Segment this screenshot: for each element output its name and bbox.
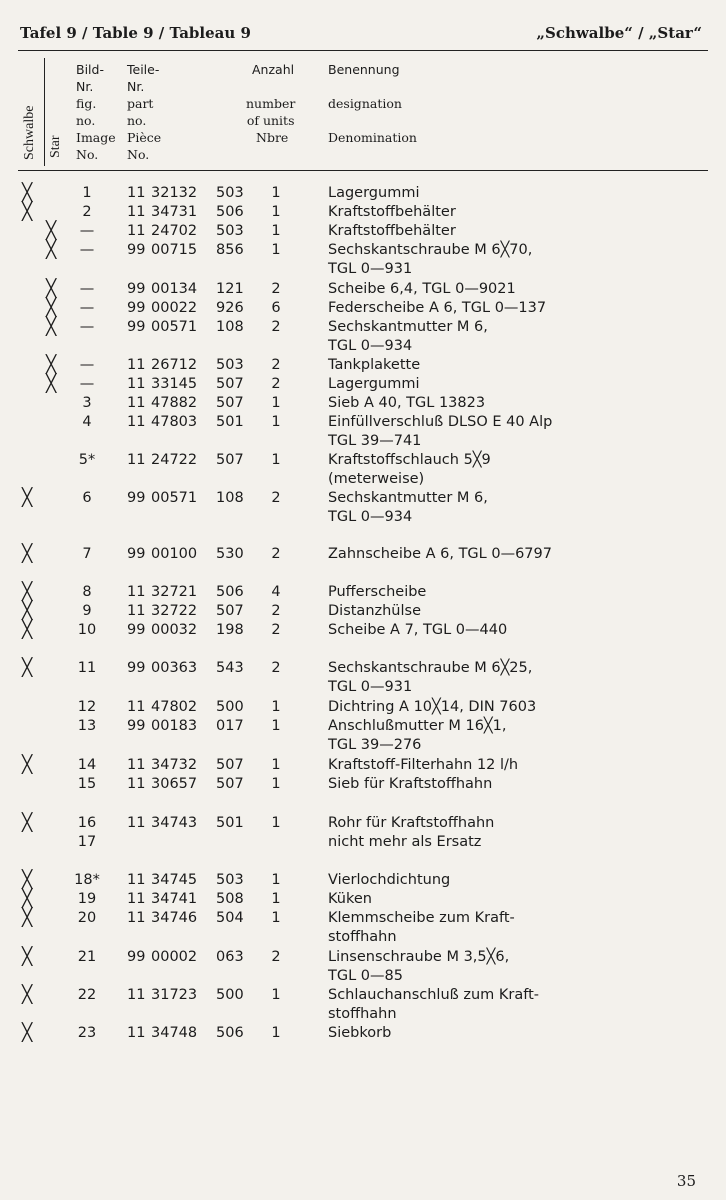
part-number-group1: 99 <box>127 242 146 258</box>
designation: Siebkorb <box>328 1025 392 1041</box>
part-number-group1: 99 <box>127 622 146 638</box>
part-number-group2: 34746 <box>151 910 198 926</box>
part-number-group2: 32721 <box>151 584 198 600</box>
part-number-group2: 00100 <box>151 546 198 562</box>
schwalbe-mark: ╳ <box>22 1023 33 1043</box>
table-row <box>0 1024 726 1062</box>
part-number-group1: 11 <box>127 185 146 201</box>
quantity: 2 <box>271 546 281 562</box>
bild-number: 16 <box>77 815 97 831</box>
part-number-group3: 506 <box>216 204 244 220</box>
designation: Sechskantmutter M 6, TGL 0—934 <box>328 319 488 354</box>
part-number-group3: 507 <box>216 776 244 792</box>
quantity: 1 <box>271 185 281 201</box>
part-number-group1: 99 <box>127 660 146 676</box>
part-number-group1: 99 <box>127 490 146 506</box>
table-row <box>0 451 726 489</box>
bild-header-fr: Image No. <box>76 130 116 162</box>
quantity: 2 <box>271 281 281 297</box>
part-number-group2: 00571 <box>151 490 198 506</box>
designation: Pufferscheibe <box>328 584 427 600</box>
quantity: 2 <box>271 357 281 373</box>
part-number-group2: 00032 <box>151 622 198 638</box>
quantity: 1 <box>271 1025 281 1041</box>
bild-number: 20 <box>77 910 97 926</box>
designation: Schlauchanschluß zum Kraft- stoffhahn <box>328 987 540 1022</box>
bild-header: Bild- Nr. <box>76 62 104 94</box>
part-number-group2: 34748 <box>151 1025 198 1041</box>
designation: Klemmscheibe zum Kraft- stoffhahn <box>328 910 515 945</box>
quantity: 1 <box>271 776 281 792</box>
table-row <box>0 986 726 1024</box>
part-number-group3: 507 <box>216 452 244 468</box>
schwalbe-mark: ╳ <box>22 985 33 1005</box>
part-number-group1: 11 <box>127 395 146 411</box>
quantity: 2 <box>271 490 281 506</box>
top-rule <box>18 50 708 51</box>
bild-number: 5* <box>78 452 96 468</box>
table-row <box>0 241 726 279</box>
bild-number: 8 <box>82 584 92 600</box>
designation: Sechskantschraube M 6╳25, TGL 0—931 <box>328 660 533 695</box>
part-number-group1: 11 <box>127 452 146 468</box>
quantity: 2 <box>271 949 281 965</box>
part-number-group3: 507 <box>216 376 244 392</box>
part-number-group3: 503 <box>216 223 244 239</box>
part-number-group1: 11 <box>127 584 146 600</box>
bild-number: — <box>79 281 95 297</box>
part-number-group1: 99 <box>127 300 146 316</box>
part-number-group2: 00022 <box>151 300 198 316</box>
part-number-group3: 508 <box>216 891 244 907</box>
quantity: 1 <box>271 414 281 430</box>
col-star-label: Star <box>48 135 63 158</box>
designation: Sechskantmutter M 6, TGL 0—934 <box>328 490 488 525</box>
part-number-group2: 24702 <box>151 223 198 239</box>
part-number-group1: 99 <box>127 949 146 965</box>
part-number-group1: 11 <box>127 376 146 392</box>
table-row <box>0 948 726 986</box>
bild-number: 3 <box>82 395 92 411</box>
designation: Sieb A 40, TGL 13823 <box>328 395 486 411</box>
designation: Dichtring A 10╳14, DIN 7603 <box>328 699 537 715</box>
table-row <box>0 545 726 583</box>
table-row <box>0 717 726 755</box>
part-number-group2: 24722 <box>151 452 198 468</box>
bild-number: 9 <box>82 603 92 619</box>
designation: Lagergummi <box>328 185 420 201</box>
part-number-group1: 11 <box>127 987 146 1003</box>
part-number-group3: 504 <box>216 910 244 926</box>
part-number-group1: 11 <box>127 603 146 619</box>
part-number-group1: 11 <box>127 699 146 715</box>
bild-number: 6 <box>82 490 92 506</box>
part-number-group3: 501 <box>216 414 244 430</box>
star-mark: ╳ <box>46 298 57 318</box>
part-number-group1: 99 <box>127 319 146 335</box>
table-row <box>0 833 726 871</box>
page-number: 35 <box>676 1172 696 1190</box>
part-number-group2: 47803 <box>151 414 198 430</box>
model-title: „Schwalbe“ / „Star“ <box>536 24 702 42</box>
part-number-group3: 507 <box>216 395 244 411</box>
table-row <box>0 775 726 813</box>
anzahl-header-en: number of units <box>246 96 296 128</box>
quantity: 1 <box>271 699 281 715</box>
designation: Kraftstoffschlauch 5╳9 (meterweise) <box>328 452 491 487</box>
part-number-group1: 11 <box>127 204 146 220</box>
bild-number: — <box>79 357 95 373</box>
designation: Kraftstoff-Filterhahn 12 l/h <box>328 757 519 773</box>
table-row <box>0 489 726 527</box>
quantity: 2 <box>271 622 281 638</box>
part-number-group3: 507 <box>216 603 244 619</box>
quantity: 1 <box>271 891 281 907</box>
bild-number: 12 <box>77 699 97 715</box>
table-title: Tafel 9 / Table 9 / Tableau 9 <box>20 24 251 42</box>
schwalbe-mark: ╳ <box>22 813 33 833</box>
schwalbe-mark: ╳ <box>22 908 33 928</box>
bild-number: 13 <box>77 718 97 734</box>
star-mark: ╳ <box>46 317 57 337</box>
bild-number: 2 <box>82 204 92 220</box>
table-row <box>0 659 726 697</box>
part-number-group1: 11 <box>127 757 146 773</box>
part-number-group2: 34745 <box>151 872 198 888</box>
part-number-group3: 121 <box>216 281 244 297</box>
star-mark: ╳ <box>46 279 57 299</box>
part-number-group1: 11 <box>127 414 146 430</box>
benennung-header-fr: Denomination <box>328 130 417 145</box>
schwalbe-mark: ╳ <box>22 544 33 564</box>
part-number-group3: 063 <box>216 949 244 965</box>
part-number-group2: 34732 <box>151 757 198 773</box>
bild-number: 17 <box>77 834 97 850</box>
part-number-group2: 32132 <box>151 185 198 201</box>
part-number-group1: 11 <box>127 1025 146 1041</box>
quantity: 1 <box>271 223 281 239</box>
part-number-group2: 00363 <box>151 660 198 676</box>
quantity: 2 <box>271 319 281 335</box>
designation: Anschlußmutter M 16╳1, TGL 39—276 <box>328 718 507 753</box>
benennung-header-en: designation <box>328 96 402 111</box>
part-number-group3: 530 <box>216 546 244 562</box>
quantity: 2 <box>271 376 281 392</box>
bild-number: 15 <box>77 776 97 792</box>
part-number-group2: 34743 <box>151 815 198 831</box>
bild-number: 22 <box>77 987 97 1003</box>
quantity: 1 <box>271 872 281 888</box>
table-row <box>0 909 726 947</box>
part-number-group1: 99 <box>127 718 146 734</box>
part-number-group1: 11 <box>127 891 146 907</box>
part-number-group1: 11 <box>127 357 146 373</box>
anzahl-header: Anzahl <box>252 62 295 77</box>
table-row <box>0 621 726 659</box>
star-mark: ╳ <box>46 355 57 375</box>
quantity: 1 <box>271 242 281 258</box>
bild-number: — <box>79 242 95 258</box>
part-number-group3: 506 <box>216 584 244 600</box>
part-number-group2: 34741 <box>151 891 198 907</box>
part-number-group1: 11 <box>127 910 146 926</box>
bild-number: 23 <box>77 1025 97 1041</box>
schwalbe-mark: ╳ <box>22 202 33 222</box>
part-number-group2: 00571 <box>151 319 198 335</box>
designation: Rohr für Kraftstoffhahn <box>328 815 495 831</box>
part-number-group2: 31723 <box>151 987 198 1003</box>
star-mark: ╳ <box>46 374 57 394</box>
teile-header-fr: Pièce No. <box>127 130 162 162</box>
designation: Linsenschraube M 3,5╳6, TGL 0—85 <box>328 949 510 984</box>
column-divider <box>44 58 45 166</box>
quantity: 4 <box>271 584 281 600</box>
designation: Tankplakette <box>328 357 421 373</box>
part-number-group2: 00002 <box>151 949 198 965</box>
designation: Einfüllverschluß DLSO E 40 Alp TGL 39—741 <box>328 414 553 449</box>
quantity: 6 <box>271 300 281 316</box>
bild-number: 7 <box>82 546 92 562</box>
part-number-group3: 108 <box>216 490 244 506</box>
designation: Lagergummi <box>328 376 420 392</box>
part-number-group2: 00183 <box>151 718 198 734</box>
schwalbe-mark: ╳ <box>22 620 33 640</box>
bild-number: 21 <box>77 949 97 965</box>
quantity: 2 <box>271 603 281 619</box>
anzahl-header-fr: Nbre <box>256 130 289 145</box>
quantity: 1 <box>271 204 281 220</box>
part-number-group1: 99 <box>127 546 146 562</box>
bild-number: — <box>79 300 95 316</box>
part-number-group2: 32722 <box>151 603 198 619</box>
bild-number: — <box>79 319 95 335</box>
designation: Distanzhülse <box>328 603 422 619</box>
quantity: 1 <box>271 987 281 1003</box>
part-number-group1: 11 <box>127 776 146 792</box>
bild-number: 19 <box>77 891 97 907</box>
schwalbe-mark: ╳ <box>22 889 33 909</box>
designation: Zahnscheibe A 6, TGL 0—6797 <box>328 546 552 562</box>
star-mark: ╳ <box>46 221 57 241</box>
quantity: 1 <box>271 452 281 468</box>
bild-number: 10 <box>77 622 97 638</box>
part-number-group2: 47802 <box>151 699 198 715</box>
table-row <box>0 318 726 356</box>
part-number-group3: 500 <box>216 987 244 1003</box>
quantity: 2 <box>271 660 281 676</box>
col-schwalbe-label: Schwalbe <box>22 105 37 160</box>
part-number-group3: 503 <box>216 872 244 888</box>
quantity: 1 <box>271 910 281 926</box>
schwalbe-mark: ╳ <box>22 582 33 602</box>
quantity: 1 <box>271 395 281 411</box>
part-number-group2: 33145 <box>151 376 198 392</box>
schwalbe-mark: ╳ <box>22 601 33 621</box>
part-number-group3: 501 <box>216 815 244 831</box>
teile-header: Teile- Nr. <box>127 62 160 94</box>
part-number-group3: 543 <box>216 660 244 676</box>
designation: Sechskantschraube M 6╳70, TGL 0—931 <box>328 242 533 277</box>
schwalbe-mark: ╳ <box>22 658 33 678</box>
part-number-group2: 30657 <box>151 776 198 792</box>
bild-number: — <box>79 223 95 239</box>
quantity: 1 <box>271 718 281 734</box>
bild-number: 11 <box>77 660 97 676</box>
part-number-group2: 34731 <box>151 204 198 220</box>
bild-number: 1 <box>82 185 92 201</box>
part-number-group3: 506 <box>216 1025 244 1041</box>
part-number-group3: 108 <box>216 319 244 335</box>
star-mark: ╳ <box>46 240 57 260</box>
designation: Federscheibe A 6, TGL 0—137 <box>328 300 547 316</box>
part-number-group3: 503 <box>216 357 244 373</box>
part-number-group3: 856 <box>216 242 244 258</box>
designation: Scheibe 6,4, TGL 0—9021 <box>328 281 516 297</box>
designation: nicht mehr als Ersatz <box>328 834 482 850</box>
header-rule <box>18 170 708 171</box>
schwalbe-mark: ╳ <box>22 947 33 967</box>
part-number-group1: 99 <box>127 281 146 297</box>
part-number-group2: 47882 <box>151 395 198 411</box>
teile-header-en: part no. <box>127 96 154 128</box>
schwalbe-mark: ╳ <box>22 183 33 203</box>
schwalbe-mark: ╳ <box>22 755 33 775</box>
bild-number: 4 <box>82 414 92 430</box>
part-number-group3: 926 <box>216 300 244 316</box>
part-number-group2: 00715 <box>151 242 198 258</box>
part-number-group3: 017 <box>216 718 244 734</box>
part-number-group2: 26712 <box>151 357 198 373</box>
bild-header-en: fig. no. <box>76 96 97 128</box>
part-number-group3: 503 <box>216 185 244 201</box>
part-number-group3: 507 <box>216 757 244 773</box>
designation: Küken <box>328 891 372 907</box>
table-row <box>0 413 726 451</box>
schwalbe-mark: ╳ <box>22 488 33 508</box>
bild-number: — <box>79 376 95 392</box>
part-number-group3: 198 <box>216 622 244 638</box>
designation: Scheibe A 7, TGL 0—440 <box>328 622 508 638</box>
schwalbe-mark: ╳ <box>22 870 33 890</box>
quantity: 1 <box>271 757 281 773</box>
part-number-group3: 500 <box>216 699 244 715</box>
designation: Kraftstoffbehälter <box>328 204 456 220</box>
part-number-group1: 11 <box>127 872 146 888</box>
designation: Sieb für Kraftstoffhahn <box>328 776 493 792</box>
quantity: 1 <box>271 815 281 831</box>
bild-number: 14 <box>77 757 97 773</box>
part-number-group1: 11 <box>127 223 146 239</box>
part-number-group1: 11 <box>127 815 146 831</box>
benennung-header: Benennung <box>328 62 400 77</box>
designation: Vierlochdichtung <box>328 872 451 888</box>
bild-number: 18* <box>74 872 100 888</box>
part-number-group2: 00134 <box>151 281 198 297</box>
designation: Kraftstoffbehälter <box>328 223 456 239</box>
